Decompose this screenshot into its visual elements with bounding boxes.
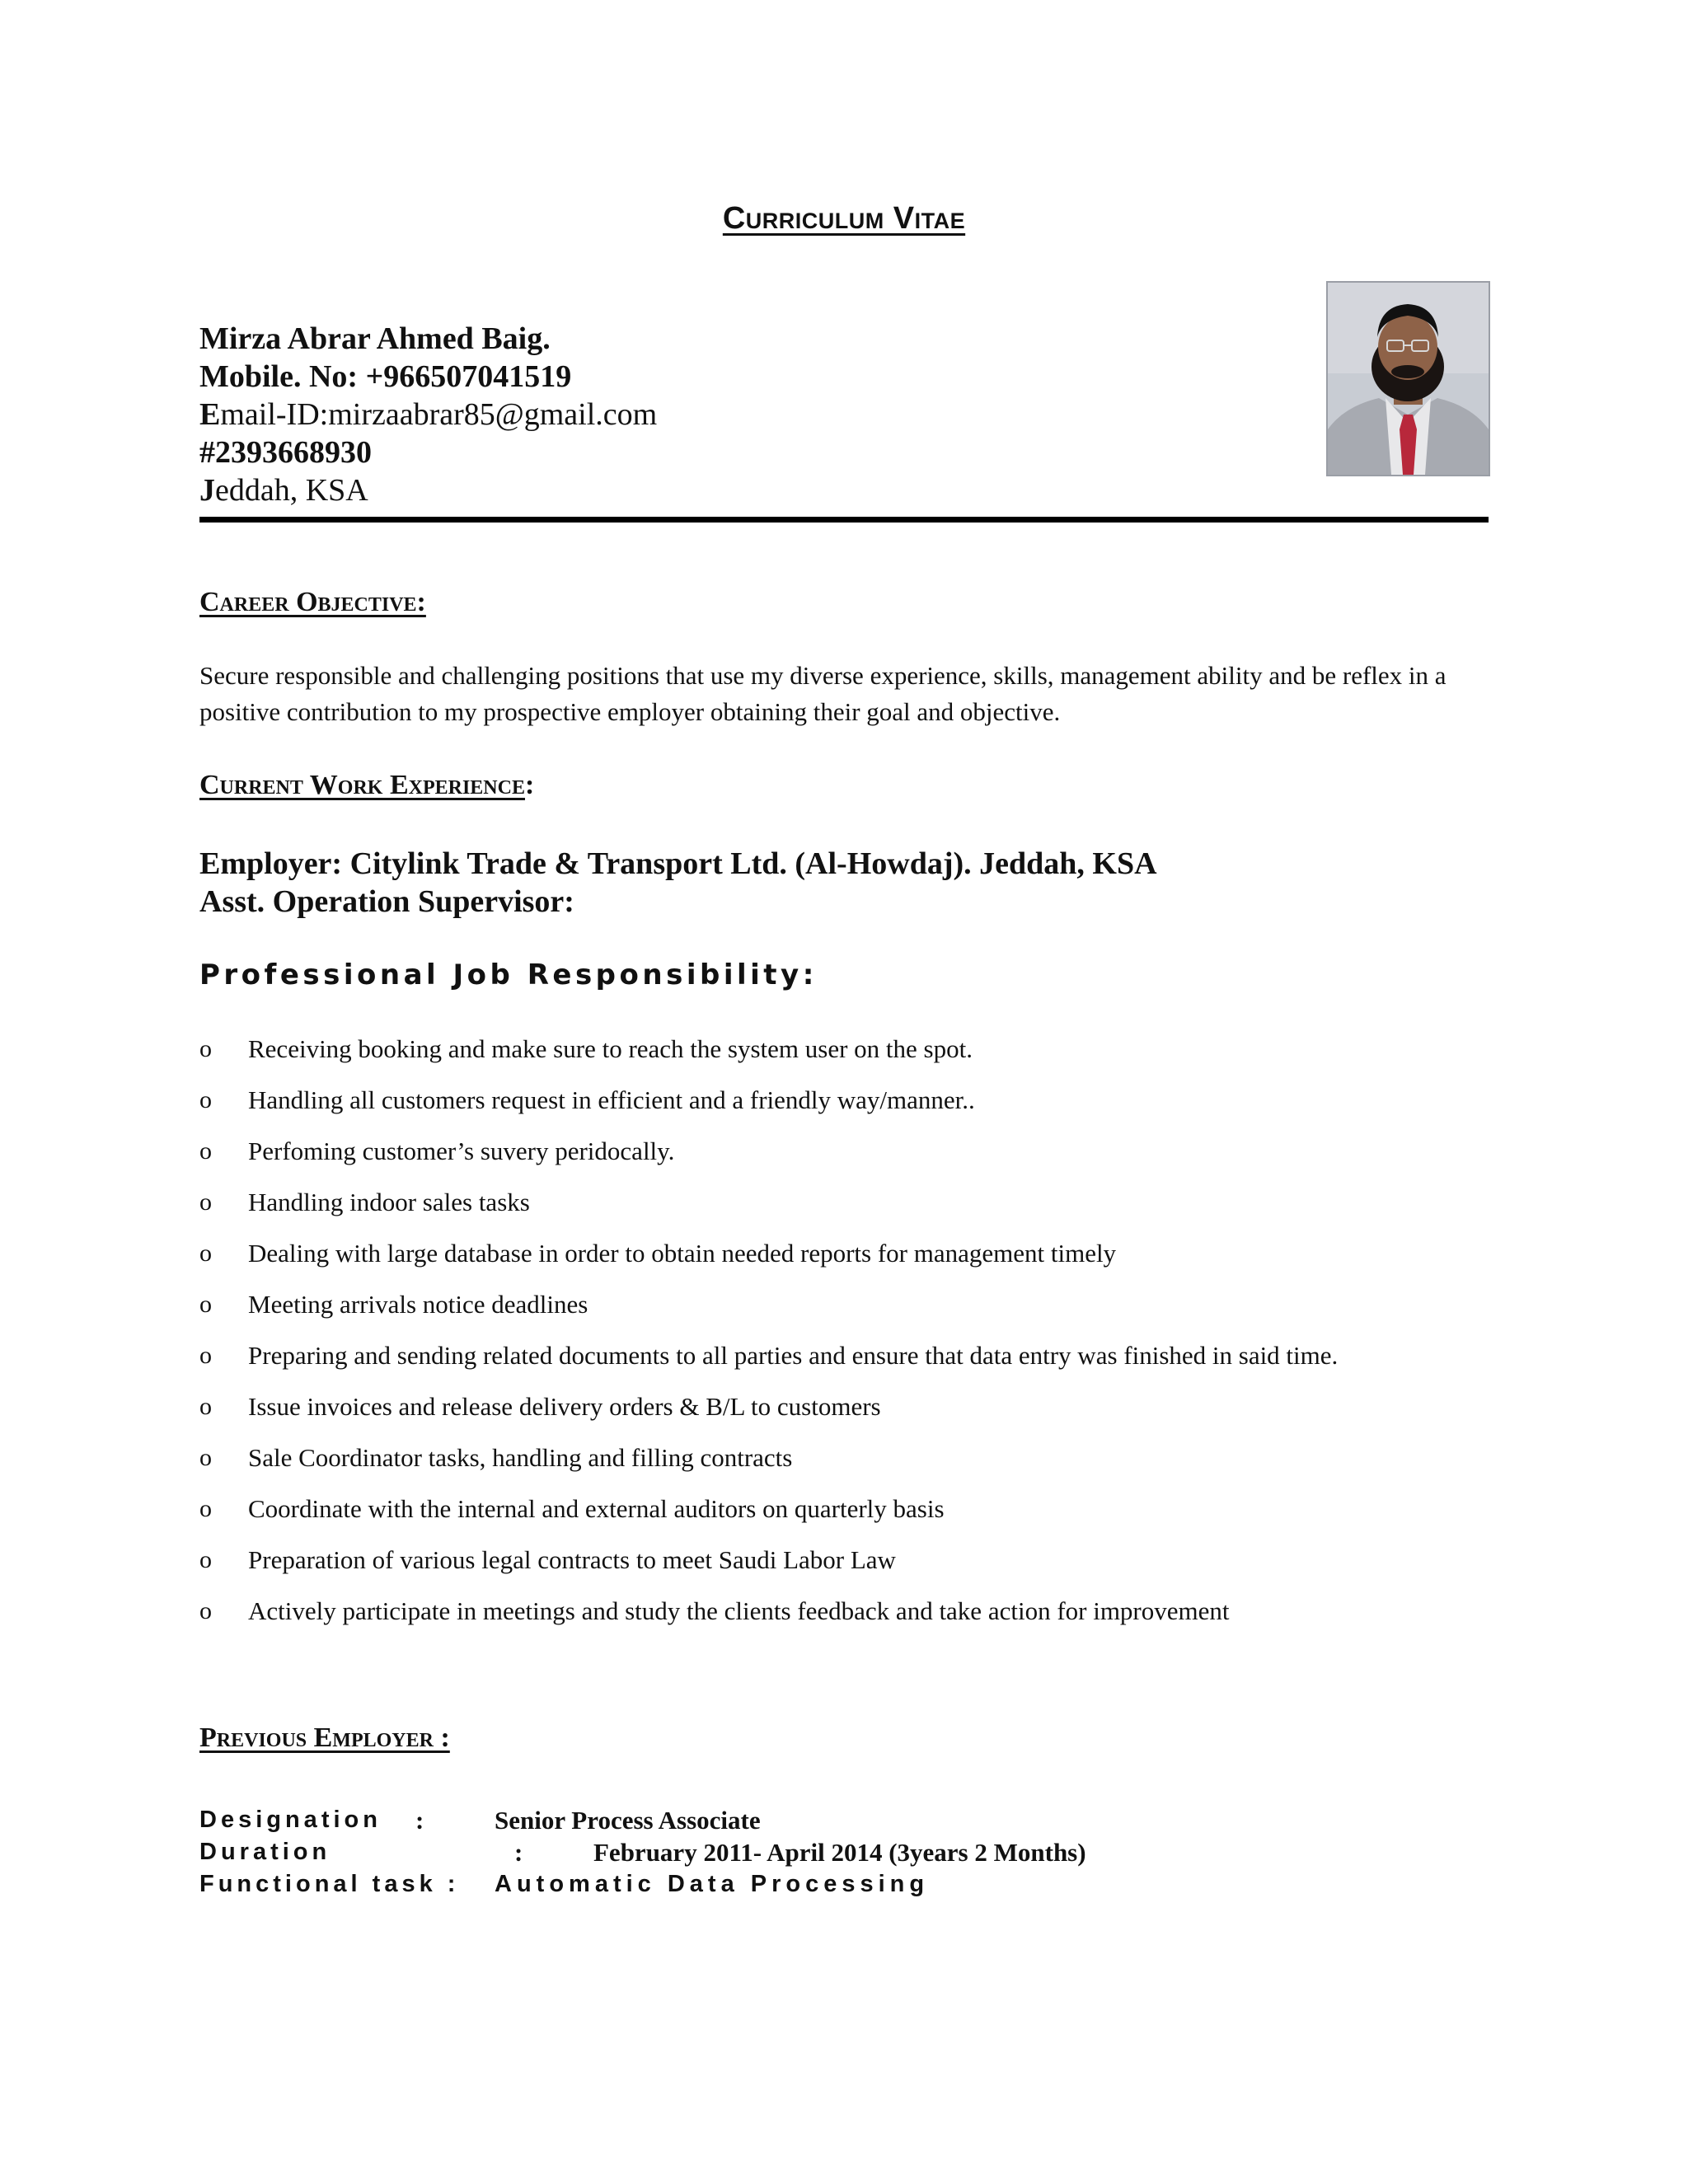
bullet-icon: o xyxy=(199,1137,212,1165)
functional-task-value: Automatic Data Processing xyxy=(495,1871,930,1897)
responsibility-title: Professional Job Responsibility: xyxy=(199,958,818,991)
current-work-heading-text: Current Work Experience xyxy=(199,770,525,800)
bullet-icon: o xyxy=(199,1291,212,1318)
duration-label: Duration xyxy=(199,1839,331,1865)
bullet-icon: o xyxy=(199,1393,212,1420)
document-title: Curriculum Vitae xyxy=(722,201,966,236)
responsibility-item xyxy=(199,1491,1338,1542)
bullet-icon: o xyxy=(199,1086,212,1113)
responsibility-item xyxy=(199,1542,1338,1593)
responsibility-list xyxy=(199,1031,1338,1644)
responsibility-item xyxy=(199,1440,1338,1491)
header-divider xyxy=(199,517,1489,523)
id-number: #2393668930 xyxy=(199,435,372,470)
career-objective-heading: Career Objective: xyxy=(199,587,426,617)
email-text: mail-ID:mirzaabrar85@gmail.com xyxy=(220,397,658,432)
location-text: eddah, KSA xyxy=(215,473,368,508)
responsibility-item xyxy=(199,1184,1338,1235)
responsibility-text: Handling all customers request in efficient and a friendly way/manner.. xyxy=(248,1085,975,1114)
responsibility-item xyxy=(199,1235,1338,1286)
responsibility-text: Issue invoices and release delivery orders & B/L to customers xyxy=(248,1392,881,1421)
contact-block xyxy=(199,320,657,509)
responsibility-text: Sale Coordinator tasks, handling and filling contracts xyxy=(248,1443,793,1472)
previous-employer-heading: Previous Employer : xyxy=(199,1722,450,1753)
responsibility-item xyxy=(199,1286,1338,1338)
employer-block xyxy=(199,845,1157,921)
responsibility-text: Perfoming customer’s suvery peridocally. xyxy=(248,1137,675,1165)
current-work-heading xyxy=(199,770,534,801)
bullet-icon: o xyxy=(199,1495,212,1522)
profile-photo xyxy=(1326,281,1490,476)
responsibility-text: Meeting arrivals notice deadlines xyxy=(248,1290,588,1319)
location-initial: J xyxy=(199,473,215,508)
designation-value: Senior Process Associate xyxy=(495,1806,761,1835)
bullet-icon: o xyxy=(199,1342,212,1369)
designation-colon: : xyxy=(415,1806,424,1835)
job-position: Asst. Operation Supervisor: xyxy=(199,884,574,919)
responsibility-item xyxy=(199,1593,1338,1644)
duration-value: February 2011- April 2014 (3years 2 Months) xyxy=(593,1838,1086,1867)
responsibility-item xyxy=(199,1031,1338,1082)
responsibility-item xyxy=(199,1389,1338,1440)
responsibility-text: Preparing and sending related documents to all parties and ensure that data entry was finished in said time. xyxy=(248,1341,1339,1370)
responsibility-item xyxy=(199,1082,1338,1133)
email-initial: E xyxy=(199,397,221,432)
profile-photo-image xyxy=(1328,283,1489,475)
bullet-icon: o xyxy=(199,1188,212,1216)
responsibility-text: Coordinate with the internal and external auditors on quarterly basis xyxy=(248,1494,945,1523)
career-objective-text: Secure responsible and challenging positions that use my diverse experience, skills, management ability and be reflex in a positive contribution to my prospective employer obtaining their goal and objective. xyxy=(199,661,1447,726)
current-work-heading-colon: : xyxy=(524,770,535,800)
duration-colon: : xyxy=(514,1838,523,1867)
bullet-icon: o xyxy=(199,1240,212,1267)
responsibility-item xyxy=(199,1338,1338,1389)
bullet-icon: o xyxy=(199,1597,212,1624)
functional-task-label: Functional task : xyxy=(199,1871,460,1897)
responsibility-text: Preparation of various legal contracts to meet Saudi Labor Law xyxy=(248,1545,896,1574)
responsibility-item xyxy=(199,1133,1338,1184)
bullet-icon: o xyxy=(199,1546,212,1573)
bullet-icon: o xyxy=(199,1035,212,1062)
candidate-name: Mirza Abrar Ahmed Baig. xyxy=(199,321,551,356)
responsibility-text: Handling indoor sales tasks xyxy=(248,1188,530,1216)
responsibility-text: Actively participate in meetings and study the clients feedback and take action for improvement xyxy=(248,1596,1230,1625)
location-line xyxy=(199,471,657,509)
designation-label: Designation xyxy=(199,1807,382,1833)
mobile-number: Mobile. No: +966507041519 xyxy=(199,359,572,394)
responsibility-text: Receiving booking and make sure to reach the system user on the spot. xyxy=(248,1034,973,1063)
employer-name: Employer: Citylink Trade & Transport Ltd. (Al-Howdaj). Jeddah, KSA xyxy=(199,846,1157,881)
responsibility-text: Dealing with large database in order to obtain needed reports for management timely xyxy=(248,1239,1117,1268)
email-line xyxy=(199,396,657,434)
bullet-icon: o xyxy=(199,1444,212,1471)
